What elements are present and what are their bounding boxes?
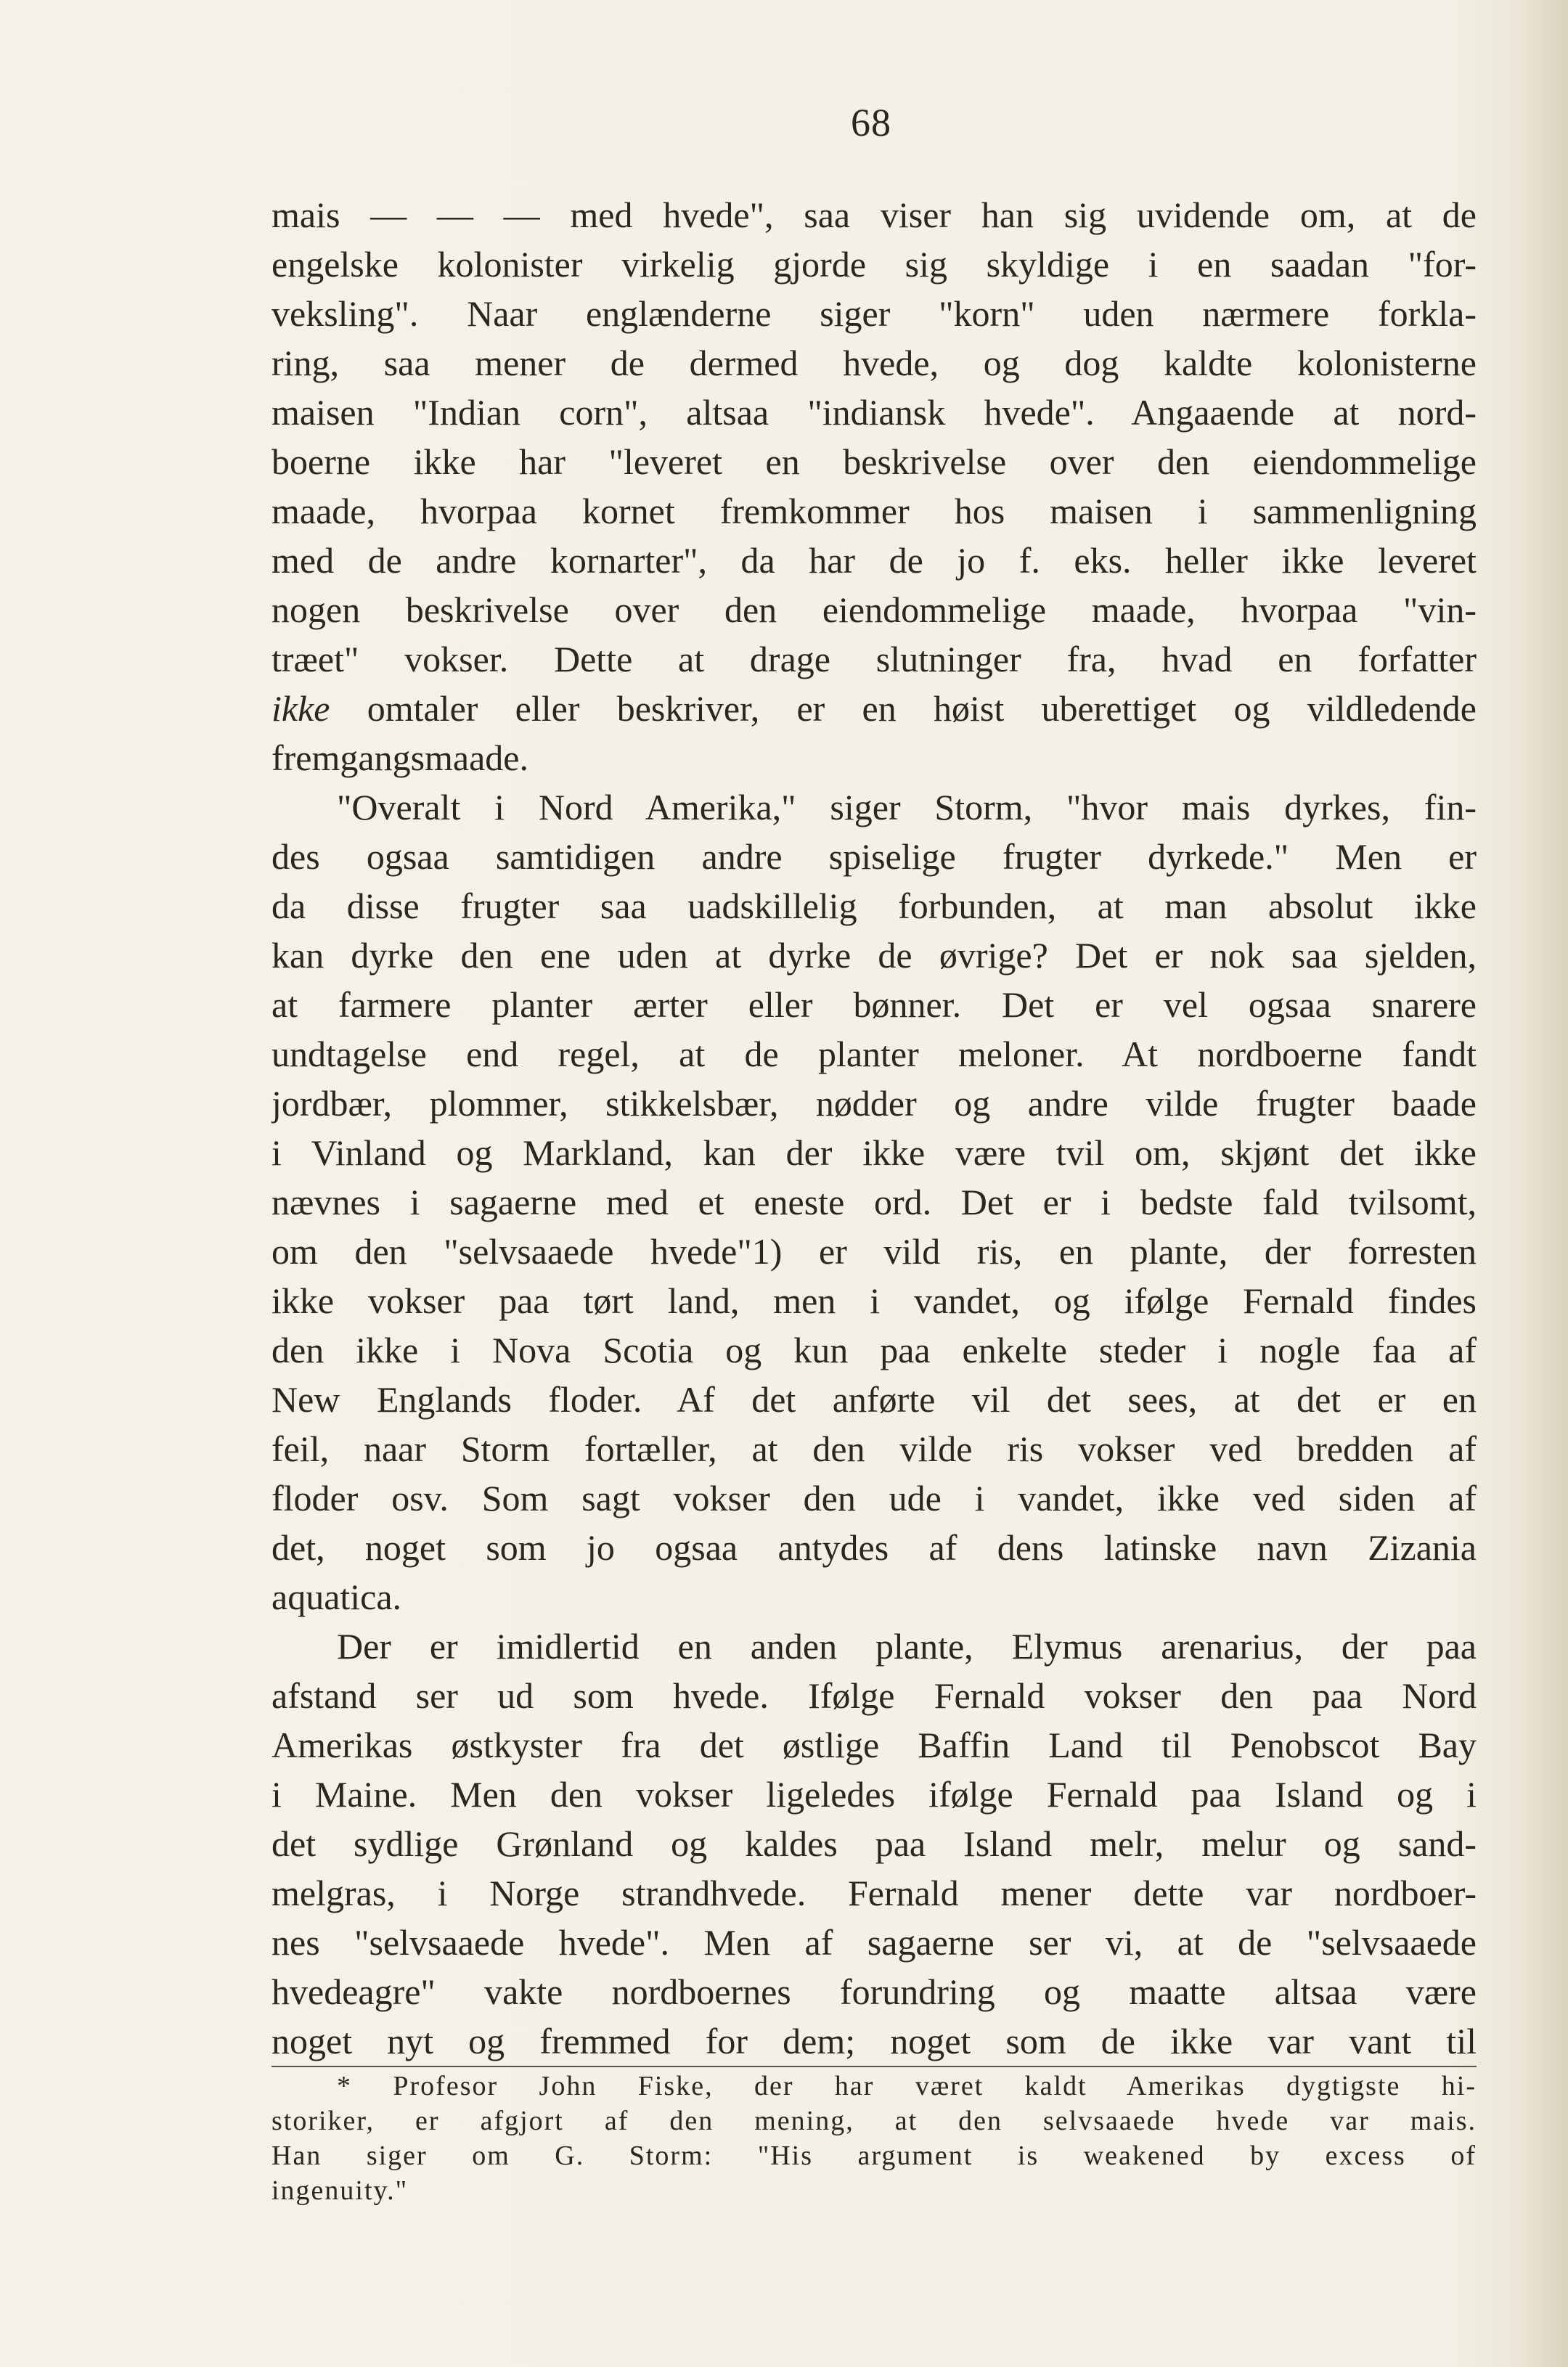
text-line: Der er imidlertid en anden plante, Elymus arenarius, der paa: [337, 1626, 1477, 1667]
text-line: med de andre kornarter", da har de jo f. eks. heller ikke leveret: [271, 540, 1477, 581]
text-line: undtagelse end regel, at de planter meloner. At nordboerne fandt: [271, 1034, 1477, 1074]
text-line: New Englands floder. Af det anførte vil det sees, at det er en: [271, 1379, 1477, 1420]
text-line: det sydlige Grønland og kaldes paa Island melr, melur og sand-: [271, 1823, 1477, 1864]
text-line: afstand ser ud som hvede. Ifølge Fernald vokser den paa Nord: [271, 1675, 1477, 1716]
text-line: aquatica.: [271, 1577, 402, 1617]
text-line: feil, naar Storm fortæller, at den vilde ris vokser ved bredden af: [271, 1428, 1477, 1469]
text-line: det, noget som jo ogsaa antydes af dens latinske navn Zizania: [271, 1527, 1477, 1568]
italic-word: ikke: [271, 688, 330, 729]
text-line-rest: omtaler eller beskriver, er en høist uberettiget og vildledende: [330, 688, 1477, 729]
footnote: [271, 2069, 1477, 2208]
text-line: i Vinland og Markland, kan der ikke være tvil om, skjønt det ikke: [271, 1132, 1477, 1173]
text-line: den ikke i Nova Scotia og kun paa enkelte steder i nogle faa af: [271, 1330, 1477, 1370]
text-line: engelske kolonister virkelig gjorde sig skyldige i en saadan "for-: [271, 244, 1477, 285]
text-line: Amerikas østkyster fra det østlige Baffin Land til Penobscot Bay: [271, 1725, 1477, 1765]
text-line: veksling". Naar englænderne siger "korn" uden nærmere forkla-: [271, 293, 1477, 334]
footnote-line: ingenuity.": [271, 2175, 409, 2206]
text-line: boerne ikke har "leveret en beskrivelse over den eiendommelige: [271, 441, 1477, 482]
footnote-line: * Profesor John Fiske, der har været kaldt Amerikas dygtigste hi-: [337, 2071, 1477, 2101]
page-number: 68: [851, 101, 891, 144]
text-line: jordbær, plommer, stikkelsbær, nødder og andre vilde frugter baade: [271, 1083, 1477, 1124]
text-line: hvedeagre" vakte nordboernes forundring og maatte altsaa være: [271, 1971, 1477, 2012]
footnote-line: Han siger om G. Storm: "His argument is weakened by excess of: [271, 2141, 1477, 2171]
body-text: [271, 190, 1477, 2067]
text-line: melgras, i Norge strandhvede. Fernald mener dette var nordboer-: [271, 1873, 1477, 1913]
text-line: noget nyt og fremmed for dem; noget som de ikke var vant til: [271, 2016, 1477, 2067]
text-line: nes "selvsaaede hvede". Men af sagaerne ser vi, at de "selvsaaede: [271, 1922, 1477, 1963]
text-line: nogen beskrivelse over den eiendommelige maade, hvorpaa "vin-: [271, 589, 1477, 630]
text-line: ring, saa mener de dermed hvede, og dog kaldte kolonisterne: [271, 343, 1477, 383]
text-line: [271, 684, 1477, 733]
text-line: nævnes i sagaerne med et eneste ord. Det er i bedste fald tvilsomt,: [271, 1182, 1477, 1222]
text-line: mais — — — med hvede", saa viser han sig uvidende om, at de: [271, 195, 1477, 235]
text-line: kan dyrke den ene uden at dyrke de øvrige? Det er nok saa sjelden,: [271, 935, 1477, 976]
text-line: i Maine. Men den vokser ligeledes ifølge Fernald paa Island og i: [271, 1774, 1477, 1815]
text-line: da disse frugter saa uadskillelig forbunden, at man absolut ikke: [271, 886, 1477, 926]
text-line: fremgangsmaade.: [271, 737, 529, 778]
text-line: ikke vokser paa tørt land, men i vandet, og ifølge Fernald findes: [271, 1280, 1477, 1321]
footnote-line: storiker, er afgjort af den mening, at den selvsaaede hvede var mais.: [271, 2106, 1477, 2136]
text-line: maade, hvorpaa kornet fremkommer hos maisen i sammenligning: [271, 491, 1477, 531]
text-line: træet" vokser. Dette at drage slutninger fra, hvad en forfatter: [271, 639, 1477, 679]
text-line: om den "selvsaaede hvede"1) er vild ris, en plante, der forresten: [271, 1231, 1477, 1272]
text-line: "Overalt i Nord Amerika," siger Storm, "hvor mais dyrkes, fin-: [337, 787, 1477, 827]
text-line: des ogsaa samtidigen andre spiselige frugter dyrkede." Men er: [271, 836, 1477, 877]
text-line: at farmere planter ærter eller bønner. Det er vel ogsaa snarere: [271, 984, 1477, 1025]
text-line: maisen "Indian corn", altsaa "indiansk hvede". Angaaende at nord-: [271, 392, 1477, 433]
text-line: floder osv. Som sagt vokser den ude i vandet, ikke ved siden af: [271, 1478, 1477, 1518]
